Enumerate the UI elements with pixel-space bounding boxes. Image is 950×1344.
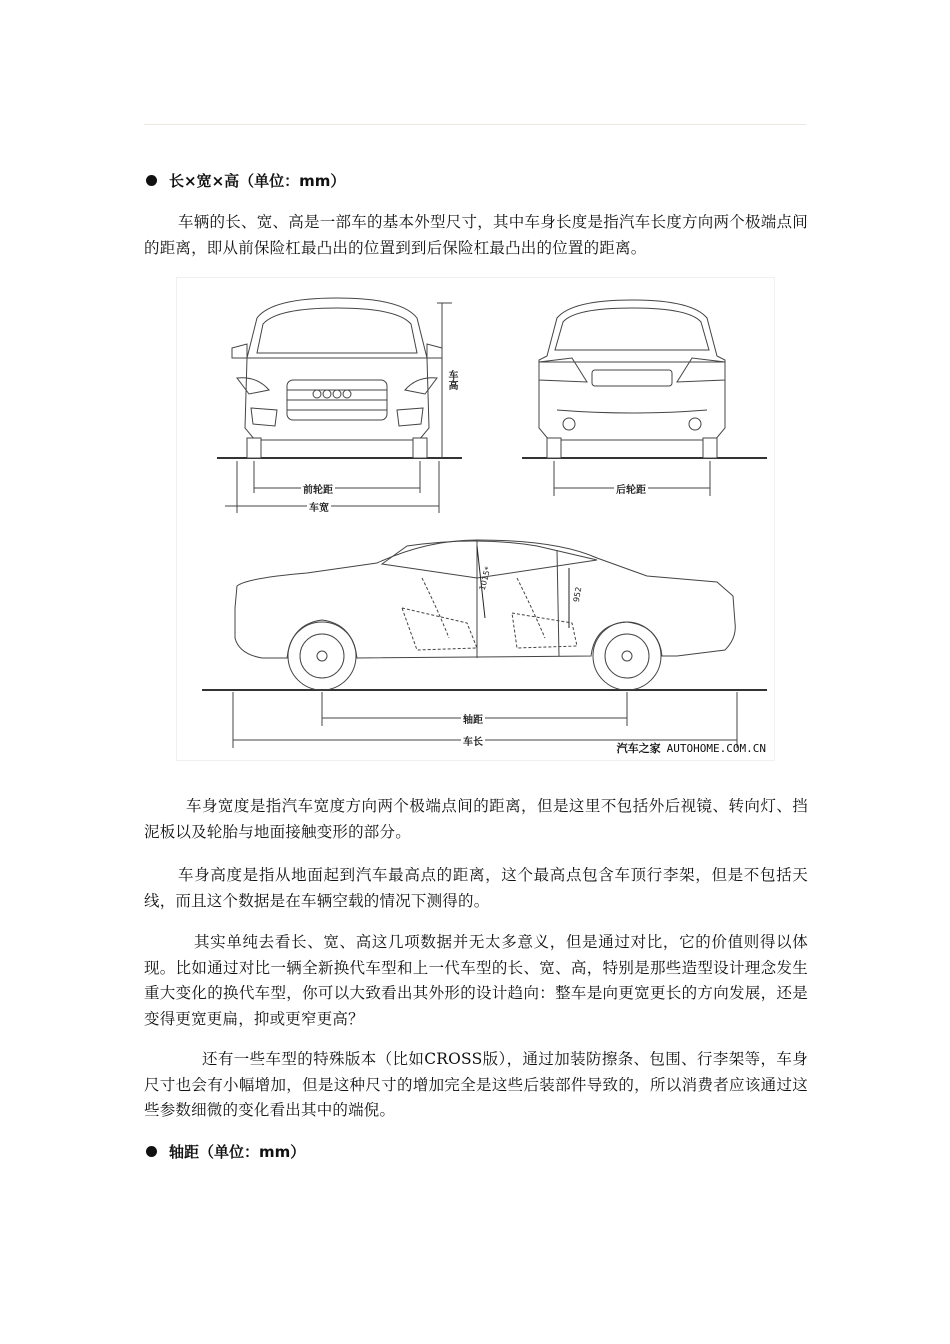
section-heading-text: 轴距（单位：mm）	[169, 1143, 306, 1161]
label-wheelbase: 轴距	[461, 711, 485, 726]
label-front-track: 前轮距	[301, 481, 335, 496]
label-width: 车宽	[307, 499, 331, 514]
label-rear-headroom: 952	[571, 586, 584, 603]
label-rear-track: 后轮距	[614, 481, 648, 496]
paragraph-length: 车辆的长、宽、高是一部车的基本外型尺寸，其中车身长度是指汽车长度方向两个极端点间的距离，即从前保险杠最凸出的位置到到后保险杠最凸出的位置的距离。	[144, 213, 808, 257]
car-dimension-diagram	[176, 277, 775, 761]
paragraph-width: 车身宽度是指汽车宽度方向两个极端点间的距离，但是这里不包括外后视镜、转向灯、挡泥板以及轮胎与地面接触变形的部分。	[144, 797, 808, 841]
label-length: 车长	[461, 733, 485, 748]
paragraph-comparison: 其实单纯去看长、宽、高这几项数据并无太多意义，但是通过对比，它的价值则得以体现。比如通过对比一辆全新换代车型和上一代车型的长、宽、高，特别是那些造型设计理念发生重大变化的换代车型，你可以大致看出其外形的设计趋向：整车是向更宽更长的方向发展，还是变得更宽更扁，抑或更窄更高？	[144, 933, 808, 1028]
paragraph-height: 车身高度是指从地面起到汽车最高点的距离，这个最高点包含车顶行李架，但是不包括天线，而且这个数据是在车辆空载的情况下测得的。	[144, 866, 808, 910]
section-heading-text: 长×宽×高（单位：mm）	[169, 172, 346, 190]
section-heading-wheelbase	[146, 1142, 305, 1162]
section-heading-dimensions	[146, 171, 345, 191]
bullet-icon	[146, 1146, 157, 1157]
label-front-headroom: 1015*	[477, 565, 493, 592]
autohome-watermark: 汽车之家 AUTOHOME.COM.CN	[616, 742, 766, 755]
car-drawings	[177, 278, 776, 762]
bullet-icon	[146, 175, 157, 186]
paragraph-special-versions: 还有一些车型的特殊版本（比如CROSS版），通过加装防擦条、包围、行李架等，车身尺寸也会有小幅增加，但是这种尺寸的增加完全是这些后装部件导致的，所以消费者应该通过这些参数细微的变化看出其中的端倪。	[144, 1050, 808, 1119]
label-height: 车高	[446, 370, 457, 390]
